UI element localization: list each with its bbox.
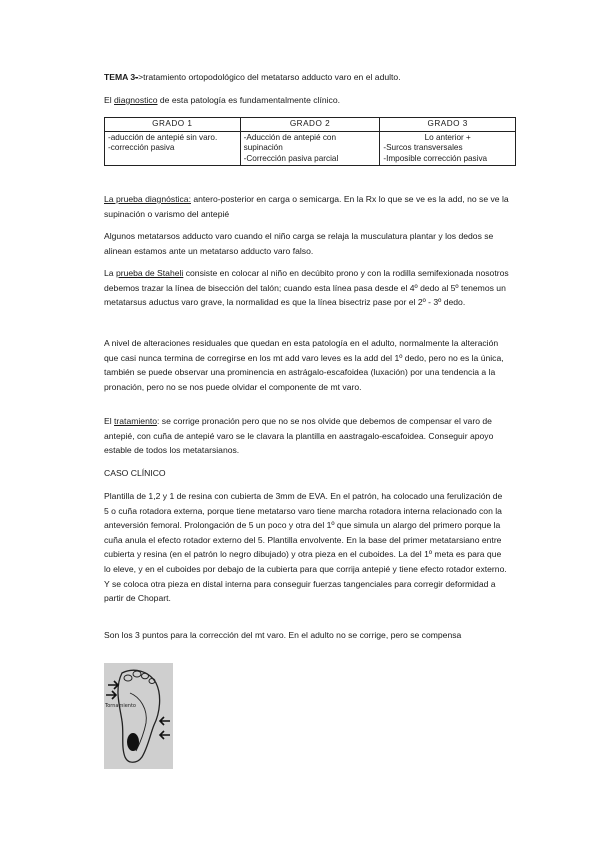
title-strike: - bbox=[135, 72, 139, 82]
cell-grado-3 bbox=[380, 131, 516, 166]
title-rest: >tratamiento ortopodológico del metatarso adducto varo en el adulto. bbox=[138, 72, 401, 82]
cell-grado-2 bbox=[240, 131, 380, 166]
section-heading-caso: CASO CLÍNICO bbox=[104, 468, 166, 478]
intro-underlined: diagnostico bbox=[114, 95, 158, 105]
cell-line: -Imposible corrección pasiva bbox=[383, 153, 488, 163]
cell-line: -Corrección pasiva parcial bbox=[243, 153, 339, 163]
intro-pre: El bbox=[104, 95, 115, 105]
underlined-term: tratamiento bbox=[114, 416, 158, 426]
table-row bbox=[105, 131, 516, 166]
title-bold: TEMA 3 bbox=[104, 72, 136, 82]
paragraph-text: antero-posterior en carga o semicarga. En la Rx lo que se ve es la add, no se ve la supinación o varismo del antepié bbox=[104, 194, 509, 219]
paragraph-prueba-diagnostica bbox=[104, 192, 509, 221]
paragraph-pre: La bbox=[104, 268, 116, 278]
table-header-row bbox=[105, 118, 516, 132]
underlined-term: La prueba diagnóstica: bbox=[104, 194, 191, 204]
paragraph-pre: El bbox=[104, 416, 115, 426]
paragraph-falso: Algunos metatarsos adducto varo cuando el niño carga se relaja la musculatura plantar y los dedos se alinean estamos ante un metatarso adducto varo falso. bbox=[104, 231, 494, 256]
header-grado-3: GRADO 3 bbox=[380, 118, 516, 132]
paragraph-tratamiento bbox=[104, 414, 509, 458]
cell-line: -Aducción de antepié con supinación bbox=[243, 132, 337, 152]
grades-table bbox=[104, 117, 516, 166]
foot-sketch-icon bbox=[104, 663, 173, 769]
cell-line: -Surcos transversales bbox=[383, 143, 463, 152]
intro-post: de esta patología es fundamentalmente clínico. bbox=[157, 95, 341, 105]
cell-line: -corrección pasiva bbox=[108, 143, 175, 152]
paragraph-alteraciones: A nivel de alteraciones residuales que quedan en esta patología en el adulto, normalmente la alteración que casi nunca termina de corregirse en los mt add varo leves es la add del 1º dedo, pero no es la única, también se puede observar una prominencia en astrágalo-escafoidea (luxación) por una tendencia a la pronación, pero no se nos puede olvidar el componente de mt varo. bbox=[104, 338, 504, 392]
cell-line: Lo anterior + bbox=[424, 132, 471, 142]
paragraph-puntos: Son los 3 puntos para la corrección del mt varo. En el adulto no se corrige, pero se compensa bbox=[104, 630, 462, 640]
paragraph-text: : se corrige pronación pero que no se nos olvide que debemos de compensar el varo de antepié, con cuña de antepié varo se le clavara la plantilla en aastragalo-escafoidea. Conseguir apoyo estable de todos los metatarsianos. bbox=[104, 416, 494, 456]
paragraph-caso-clinico: Plantilla de 1,2 y 1 de resina con cubierta de 3mm de EVA. En el patrón, ha colocado una ferulización de 5 o cuña rotadora externa, porque tiene metatarso varo tiene marcha rotadora interna relacionado con la anteversión femoral. Prolongación de 5 un poco y otra del 1º que simula un alargo del primero porque la cuña anula el efecto rotador externo del 5. Plantilla envolvente. En la base del primer metatarsiano entre cubierta y resina (en el patrón lo negro dibujado) y otra pieza en el cuboides. La del 1º meta es para que lo eleve, y en el cuboides por debajo de la cubierta para que corrija antepié y tiene efecto rotador externo. Y se coloca otra pieza en distal interna para conseguir fuerzas tangenciales para corregir deformidad a partir de Chopart. bbox=[104, 491, 507, 604]
cell-grado-1 bbox=[105, 131, 241, 166]
paragraph-text: consiste en colocar al niño en decúbito prono y con la rodilla semifexionada nosotros debemos trazar la línea de bisección del talón; cuando esta línea pasa desde el 4º dedo al 5º tenemos un metatarsus aductus varo grave, la normalidad es que la línea bisectriz pase por el 2º - 3º dedo. bbox=[104, 268, 509, 308]
foot-sketch-image bbox=[104, 663, 173, 769]
header-grado-1: GRADO 1 bbox=[105, 118, 241, 132]
header-grado-2: GRADO 2 bbox=[240, 118, 380, 132]
page-title bbox=[104, 70, 401, 85]
paragraph-staheli bbox=[104, 266, 509, 310]
cell-line: -aducción de antepié sin varo. bbox=[108, 132, 218, 142]
underlined-term: prueba de Staheli bbox=[115, 268, 184, 278]
sketch-label: Tornamiento bbox=[105, 703, 136, 709]
intro-paragraph bbox=[104, 93, 340, 108]
